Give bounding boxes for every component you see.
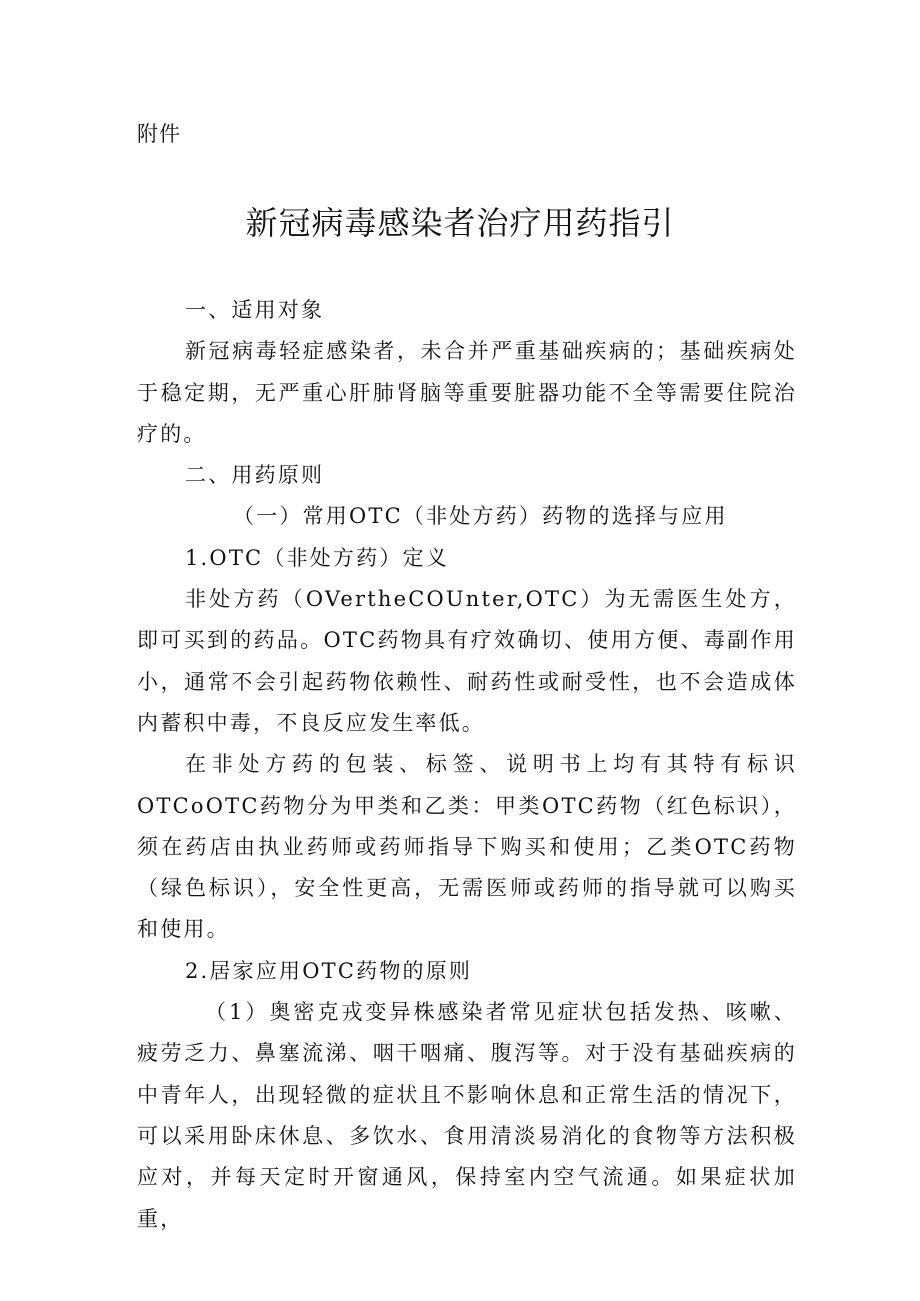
item-heading-home-use: 2.居家应用OTC药物的原则 <box>185 958 473 983</box>
document-title: 新冠病毒感染者治疗用药指引 <box>245 204 675 242</box>
document-body <box>137 290 797 1240</box>
subsection-heading-otc: （一）常用OTC（非处方药）药物的选择与应用 <box>233 504 728 529</box>
paragraph-otc-classification: 在非处方药的包装、标签、说明书上均有其特有标识OTCoOTC药物分为甲类和乙类：甲类OTC药物（红色标识），须在药店由执业药师或药师指导下购买和使用；乙类OTC药物（绿色标识），安全性更高，无需医师或药师的指导就可以购买和使用。 <box>137 752 797 942</box>
paragraph-scope: 新冠病毒轻症感染者，未合并严重基础疾病的；基础疾病处于稳定期，无严重心肝肺肾脑等重要脏器功能不全等需要住院治疗的。 <box>137 339 797 446</box>
section-heading-principles: 二、用药原则 <box>185 463 325 488</box>
paragraph-home-use-1: （1）奥密克戎变异株感染者常见症状包括发热、咳嗽、疲劳乏力、鼻塞流涕、咽干咽痛、腹泻等。对于没有基础疾病的中青年人，出现轻微的症状且不影响休息和正常生活的情况下，可以采用卧床休息、多饮水、食用清淡易消化的食物等方法积极应对，并每天定时开窗通风，保持室内空气流通。如果症状加重， <box>137 1000 797 1231</box>
section-heading-scope: 一、适用对象 <box>185 298 325 322</box>
attachment-label: 附件 <box>137 122 181 146</box>
paragraph-otc-definition: 非处方药（OVertheCOUnter,OTC）为无需医生处方，即可买到的药品。OTC药物具有疗效确切、使用方便、毒副作用小，通常不会引起药物依赖性、耐药性或耐受性，也不会造成体内蓄积中毒，不良反应发生率低。 <box>137 587 797 735</box>
item-heading-otc-definition: 1.OTC（非处方药）定义 <box>185 545 449 570</box>
